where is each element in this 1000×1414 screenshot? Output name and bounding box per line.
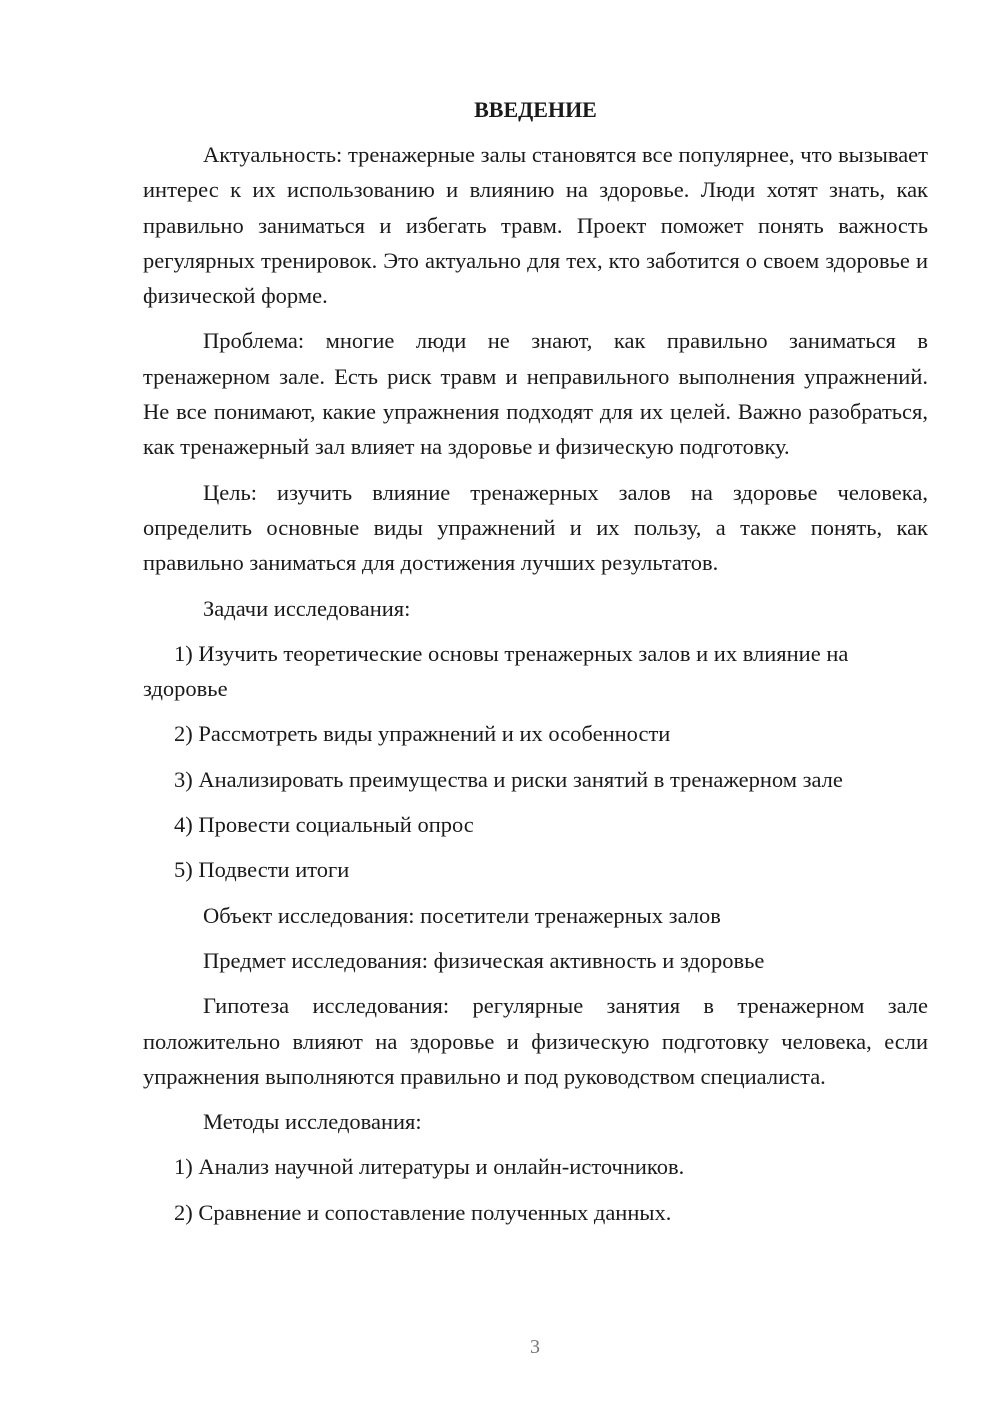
research-subject: Предмет исследования: физическая активность и здоровье (203, 947, 765, 973)
task-item-2: 2) Рассмотреть виды упражнений и их особенности (174, 721, 671, 747)
hypothesis-paragraph: Гипотеза исследования: регулярные занятия в тренажерном зале положительно влияют на здоровье и физическую подготовку человека, если упражнения выполняются правильно и под руководством специалиста. (143, 993, 928, 1089)
task-item-3: 3) Анализировать преимущества и риски занятий в тренажерном зале (174, 766, 843, 792)
page-title: ВВЕДЕНИЕ (474, 97, 597, 122)
tasks-label: Задачи исследования: (203, 595, 411, 621)
methods-label: Методы исследования: (203, 1109, 422, 1135)
relevance-paragraph: Актуальность: тренажерные залы становятся все популярнее, что вызывает интерес к их использованию и влиянию на здоровье. Люди хотят знать, как правильно заниматься и избегать травм. Проект поможет понять важность регулярных тренировок. Это актуально для тех, кто заботится о своем здоровье и физической форме. (143, 142, 928, 309)
task-item-4: 4) Провести социальный опрос (174, 812, 474, 838)
task-item-1: 1) Изучить теоретические основы тренажерных залов и их влияние на здоровье (143, 640, 849, 702)
method-item-1: 1) Анализ научной литературы и онлайн-источников. (174, 1154, 685, 1180)
goal-paragraph: Цель: изучить влияние тренажерных залов на здоровье человека, определить основные виды упражнений и их пользу, а также понять, как правильно заниматься для достижения лучших результатов. (143, 479, 928, 576)
method-item-2: 2) Сравнение и сопоставление полученных данных. (174, 1199, 672, 1225)
research-object: Объект исследования: посетители тренажерных залов (203, 902, 721, 928)
page-number: 3 (530, 1336, 540, 1358)
task-item-5: 5) Подвести итоги (174, 857, 350, 883)
problem-paragraph: Проблема: многие люди не знают, как правильно заниматься в тренажерном зале. Есть риск травм и неправильного выполнения упражнений. Не все понимают, какие упражнения подходят для их целей. Важно разобраться, как тренажерный зал влияет на здоровье и физическую подготовку. (143, 328, 928, 460)
document-page (143, 92, 928, 1240)
